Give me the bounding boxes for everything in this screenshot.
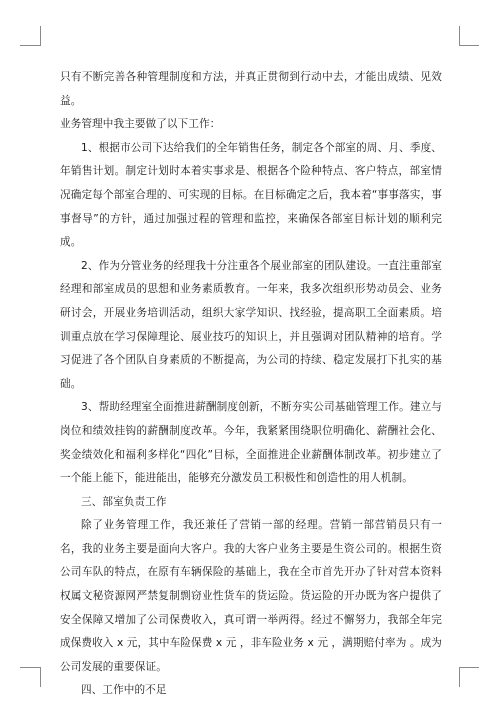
paragraph-item-3: 3、帮助经理室全面推进薪酬制度创新，不断夯实公司基础管理工作。建立与岗位和绩效挂钩的薪酬制度改革。今年，我紧紧围绕职位明确化、薪酬社会化、奖金绩效化和福利多样化“四化”目标，全面推进企业薪酬体制改革。初步建立了一个能上能下，能进能出，能够充分激发员工积极性和创造性的用人机制。 — [60, 401, 442, 485]
paragraph-intro: 业务管理中我主要做了以下工作： — [60, 118, 221, 131]
document-body — [60, 66, 442, 703]
paragraph-continuation: 只有不断完善各种管理制度和方法，并真正贯彻到行动中去，才能出成绩、见效益。 — [60, 71, 442, 107]
section-heading-4: 四、工作中的不足 — [81, 684, 167, 697]
section-heading-3: 三、部室负责工作 — [81, 495, 167, 508]
paragraph-item-2: 2、作为分管业务的经理我十分注重各个展业部室的团队建设。一直注重部室经理和部室成员的思想和业务素质教育。一年来，我多次组织形势动员会、业务研讨会，开展业务培训活动，组织大家学知识、找经验，提高职工全面素质。培训重点放在学习保障理论、展业技巧的知识上，并且强调对团队精神的培育。学习促进了各个团队自身素质的不断提高，为公司的持续、稳定发展打下扎实的基础。 — [60, 259, 442, 390]
paragraph-section-3: 除了业务管理工作，我还兼任了营销一部的经理。营销一部营销员只有一名，我的业务主要是面向大客户。我的大客户业务主要是生资公司的。根据生资公司车队的特点，在原有车辆保险的基础上，我在全市首先开办了针对营本资料权属文秘资源网严禁复制剽窃业性货车的货运险。货运险的开办既为客户提供了安全保障又增加了公司保费收入，真可谓一举两得。经过不懈努力，我部全年完成保费收入 x 元，其中车险保费 x 元 ，非车险业务 x 元 ，满期赔付率为 。成为公司发展的重要保证。 — [60, 519, 442, 673]
paragraph-item-1: 1、根据市公司下达给我们的全年销售任务，制定各个部室的周、月、季度、年销售计划。制定计划时本着实事求是、根据各个险种特点、客户特点，部室情况确定每个部室合理的、可实现的目标。在目标确定之后，我本着“事事落实，事事督导”的方针，通过加强过程的管理和监控，来确保各部室目标计划的顺利完成。 — [60, 141, 442, 249]
